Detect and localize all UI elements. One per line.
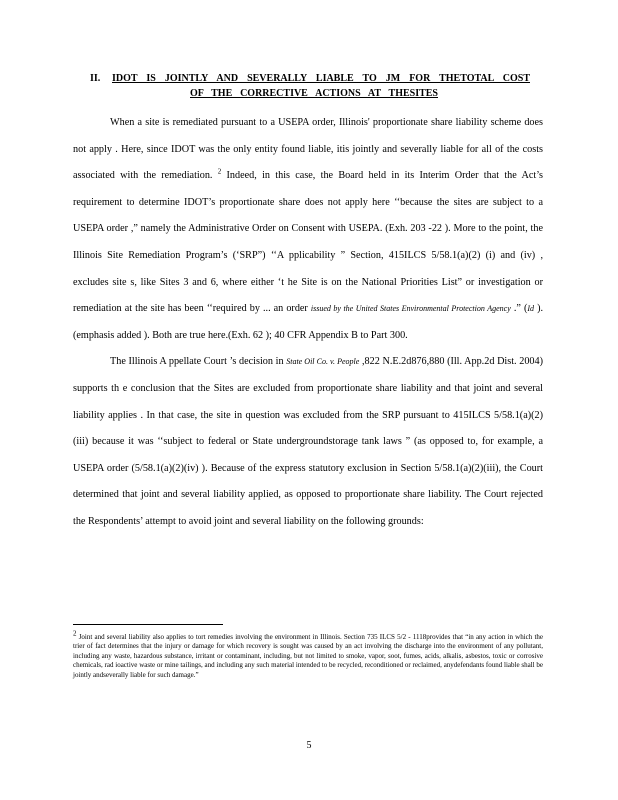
footnote-reference: 2 (217, 167, 222, 176)
paragraph-1-text-a: When a site is remediated pursuant to a USEPA order, Illinois' proportionate share liability scheme does not apply . Here, since IDOT was the only entity found liable, itis jointly and severally liable for all of the costs associated with the remediation. (73, 117, 543, 182)
body-text (73, 110, 543, 536)
section-heading-line-1: IDOT IS JOINTLY AND SEVERALLY LIABLE TO JM FOR THETOTAL COST (112, 73, 530, 84)
paragraph-2-text-a: The Illinois A ppellate Court ’s decision in (110, 356, 284, 368)
footnote (73, 629, 543, 680)
paragraph-1-text-d: ). (emphasis added ). Both are true here.(Exh. 62 ); 40 CFR Appendix B to Part 300. (73, 303, 544, 341)
page-number: 5 (306, 740, 312, 751)
paragraph-2 (73, 349, 543, 535)
paragraph-1-text-b: Indeed, in this case, the Board held in its Interim Order that the Act’s requirement to determine IDOT’s proportionate share does not apply here ‘‘because the sites are subject to a USEPA order ,” namely the Administrative Order on Consent with USEPA. (Exh. 203 -22 ). More to the point, the Illinois Site Remediation Program’s (‘SRP”) ‘‘A pplicability ” Section, 415ILCS 5/58.1(a)(2) (i) and (iv) , excludes site s, like Sites 3 and 6, where either ‘t he Site is on the National Priorities List” or investigation or remediation at the site has been ‘‘required by ... an order (73, 170, 543, 315)
footnote-text: Joint and several liability also applies to tort remedies involving the environment in Illinois. Section 735 ILCS 5/2 - 1118provides that “in any action in which the trier of fact determines that the injury or damage for which recovery is sought was caused by an act involving the discharge into the environment of any pollutant, including any waste, hazardous substance, irritant or contaminant, including, but not limited to smoke, vapor, soot, fumes, acids, alkalis, asbestos, toxic or corrosive chemicals, rad ioactive waste or mine tailings, and including any such material intended to be recycled, reconditioned or reclaimed, anydefendants found liable shall be jointly andseverally liable for such damage.” (73, 633, 543, 679)
section-heading-line-2: OF THE CORRECTIVE ACTIONS AT THESITES (190, 88, 438, 99)
paragraph-1-italic-a: issued by the United States Environmental Protection Agency (310, 304, 511, 314)
section-number: II. (90, 73, 101, 84)
case-citation: State Oil Co. v. People (286, 357, 360, 367)
paragraph-1-italic-b: Id (527, 304, 535, 314)
paragraph-1-text-c: .” (513, 303, 521, 315)
paragraph-1: When a site is remediated pursuant to a USEPA order, Illinois' proportionate share liability scheme does not apply . Here, since IDOT was the only entity found liable, itis jointly and severally liable for all of the costs associated with the remediation. $^2$ Indeed, in this case, the Board held in its Interim Order that the Act’s requirement to determine IDOT’s proportionate share does not apply here ‘‘because the sites are subject to a USEPA order ,” namely the Administrative Order on Consent with USEPA. (Exh. 203 -22 ). More to the point, the Illinois Site Remediation Program’s (‘SRP”) ‘‘A pplicability ” Section, 415ILCS 5/58.1(a)(2) (i) and (iv) , excludes site s, like Sites 3 and 6, where either ‘t he Site is on the National Priorities List” or investigation or remediation at the site has been ‘‘required by ... an order issued by the United States Environmental Protection Agency .” (Id ). (emphasis added ). Both are true here.(Exh. 62 ); 40 CFR Appendix B to Part 300. (73, 117, 544, 341)
paragraph-2-text-b: ,822 N.E.2d876,880 (Ill. App.2d Dist. 2004) supports th e conclusion that the Sites are excluded from proportionate share liability and that joint and several liability applies . In that case, the site in question was excluded from the SRP pursuant to 415ILCS 5/58.1(a)(2) (iii) because it was ‘‘subject to federal or State undergroundstorage tank laws ” (as opposed to, for example, a USEPA order (5/58.1(a)(2)(iv) ). Because of the express statutory exclusion in Section 5/58.1(a)(2)(iii), the Court determined that joint and several liability applied, as opposed to proportionate share liability. The Court rejected the Respondents’ attempt to avoid joint and several liability on the following grounds: (73, 356, 544, 527)
footnote-divider (73, 624, 223, 625)
footnote-marker: 2 (73, 629, 77, 638)
